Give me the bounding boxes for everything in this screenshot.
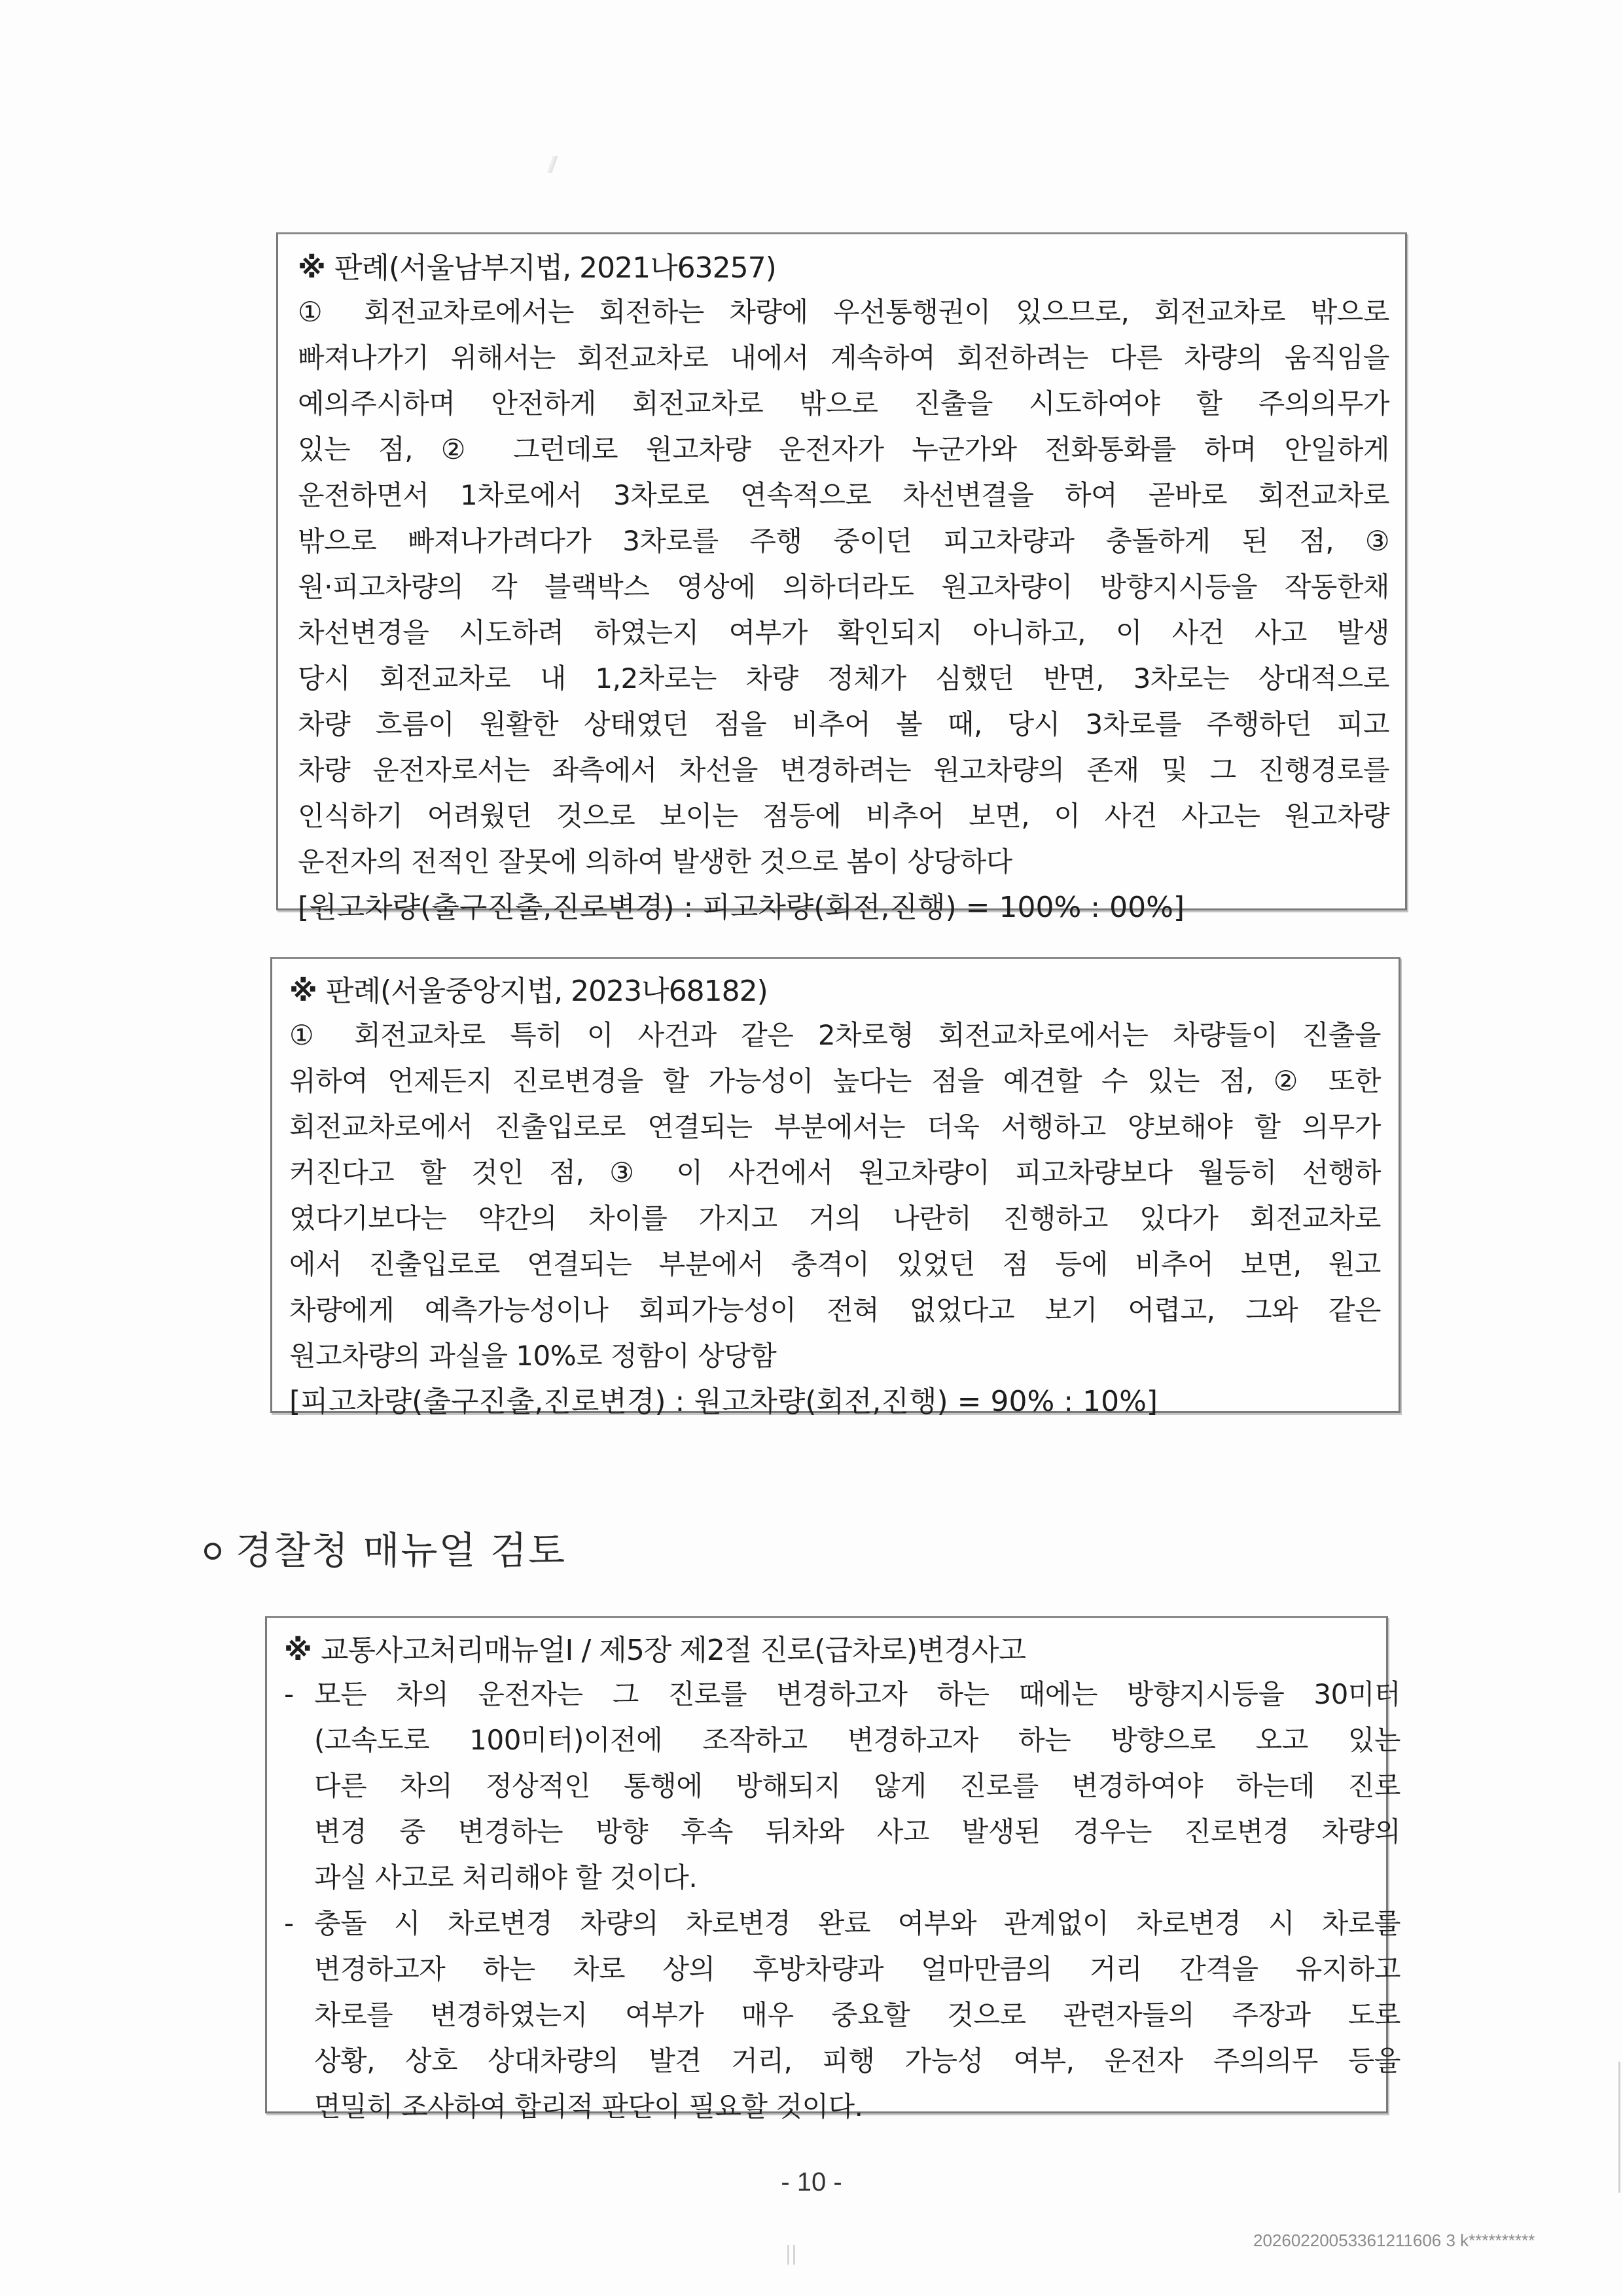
body-line: 면밀히 조사하여 합리적 판단이 필요할 것이다. [314, 2090, 863, 2123]
dash-bullet-icon: - [284, 1907, 294, 1939]
body-line: 변경하고자 하는 차로 상의 후방차량과 얼마만큼의 거리 간격을 유지하고 [314, 1953, 1400, 1985]
page-number: - 10 - [781, 2168, 842, 2197]
manual-item [284, 1901, 1400, 2130]
scan-artifact [546, 156, 558, 173]
case-title-text: 판례(서울중앙지법, 2023나68182) [326, 975, 768, 1008]
body-line: 충돌 시 차로변경 차량의 차로변경 완료 여부와 관계없이 차로변경 시 차로를 [314, 1907, 1400, 1939]
body-line: 커진다고 할 것인 점, ③ 이 사건에서 원고차량이 피고차량보다 월등히 선행하 [289, 1157, 1381, 1189]
case-title-text: 판례(서울남부지법, 2021나63257) [334, 251, 776, 285]
body-line: 운전자의 전적인 잘못에 의하여 발생한 것으로 봄이 상당하다 [298, 846, 1012, 878]
body-line: 차량 운전자로서는 좌측에서 차선을 변경하려는 원고차량의 존재 및 그 진행경로를 [298, 754, 1389, 786]
case-title [289, 971, 1399, 1013]
body-line: ① 회전교차로에서는 회전하는 차량에 우선통행권이 있으므로, 회전교차로 밖으로 [298, 296, 1389, 328]
reference-mark-icon: ※ [289, 975, 317, 1008]
manual-title-text: 교통사고처리매뉴얼Ⅰ / 제5장 제2절 진로(급차로)변경사고 [321, 1634, 1026, 1667]
case-box-seoul-southern-2021 [276, 232, 1407, 924]
body-line: 있는 점, ② 그런데로 원고차량 운전자가 누군가와 전화통화를 하며 안일하게 [298, 433, 1389, 465]
body-line: 운전하면서 1차로에서 3차로로 연속적으로 차선변결을 하여 곧바로 회전교차로 [298, 479, 1390, 511]
body-line: 인식하기 어려웠던 것으로 보이는 점등에 비추어 보면, 이 사건 사고는 원고차량 [298, 800, 1389, 832]
body-line: 차량 흐름이 원활한 상태였던 점을 비추어 볼 때, 당시 3차로를 주행하던 피고 [298, 708, 1389, 740]
manual-item [284, 1672, 1400, 1901]
document-id: 20260220053361211606 3 k********** [1253, 2231, 1535, 2250]
case-body [298, 289, 1389, 885]
body-line: 였다기보다는 약간의 차이를 가지고 거의 나란히 진행하고 있다가 회전교차로 [289, 1202, 1381, 1234]
body-line: 회전교차로에서 진출입로로 연결되는 부분에서는 더욱 서행하고 양보해야 할 의무가 [289, 1111, 1381, 1143]
body-line: 다른 차의 정상적인 통행에 방해되지 않게 진로를 변경하여야 하는데 진로 [314, 1770, 1400, 1802]
manual-box [265, 1616, 1400, 2123]
body-line: 상황, 상호 상대차량의 발견 거리, 피행 가능성 여부, 운전자 주의의무 등을 [314, 2045, 1400, 2077]
manual-title [284, 1630, 1386, 1672]
body-line: 과실 사고로 처리해야 할 것이다. [314, 1861, 698, 1893]
section-heading [204, 1520, 566, 1575]
body-line: 차로를 변경하였는지 여부가 매우 중요할 것으로 관련자들의 주장과 도로 [314, 1999, 1400, 2031]
circle-bullet-icon [204, 1543, 221, 1560]
manual-item-text [314, 1672, 1400, 1901]
dash-bullet-icon: - [284, 1678, 294, 1710]
body-line: 차선변경을 시도하려 하였는지 여부가 확인되지 아니하고, 이 사건 사고 발생 [298, 617, 1389, 649]
body-line: 위하여 언제든지 진로변경을 할 가능성이 높다는 점을 예견할 수 있는 점, ② 또한 [289, 1065, 1381, 1097]
section-heading-text: 경찰청 매뉴얼 검토 [236, 1528, 567, 1573]
manual-item-text [314, 1901, 1400, 2130]
scan-edge-line [1618, 2062, 1620, 2193]
body-line: 에서 진출입로로 연결되는 부분에서 충격이 있었던 점 등에 비추어 보면, 원고 [289, 1248, 1381, 1280]
reference-mark-icon: ※ [298, 251, 325, 285]
body-line: 빠져나가기 위해서는 회전교차로 내에서 계속하여 회전하려는 다른 차량의 움직임을 [298, 342, 1389, 374]
body-line: 당시 회전교차로 내 1,2차로는 차량 정체가 심했던 반면, 3차로는 상대적으로 [298, 662, 1389, 694]
scan-artifact [787, 2245, 795, 2265]
body-line: 원·피고차량의 각 블랙박스 영상에 의하더라도 원고차량이 방향지시등을 작동한채 [298, 571, 1389, 603]
body-line: 차량에게 예측가능성이나 회피가능성이 전혀 없었다고 보기 어렵고, 그와 같은 [289, 1294, 1381, 1326]
case-body [289, 1013, 1381, 1379]
case-box-seoul-central-2023 [270, 957, 1400, 1418]
body-line: ① 회전교차로 특히 이 사건과 같은 2차로형 회전교차로에서는 차량들이 진출을 [289, 1019, 1381, 1051]
body-line: 변경 중 변경하는 방향 후속 뒤차와 사고 발생된 경우는 진로변경 차량의 [314, 1816, 1400, 1848]
case-title [298, 247, 1405, 289]
body-line: (고속도로 100미터)이전에 조작하고 변경하고자 하는 방향으로 오고 있는 [314, 1724, 1400, 1756]
fault-ratio: [원고차량(출구진출,진로변경) : 피고차량(회전,진행) = 100% : 00%] [298, 891, 1185, 924]
reference-mark-icon: ※ [284, 1634, 312, 1667]
body-line: 원고차량의 과실을 10%로 정함이 상당함 [289, 1340, 777, 1372]
body-line: 모든 차의 운전자는 그 진로를 변경하고자 하는 때에는 방향지시등을 30미터 [314, 1678, 1400, 1710]
body-line: 예의주시하며 안전하게 회전교차로 밖으로 진출을 시도하여야 할 주의의무가 [298, 387, 1389, 420]
body-line: 밖으로 빠져나가려다가 3차로를 주행 중이던 피고차량과 충돌하게 된 점, ③ [298, 525, 1389, 557]
fault-ratio: [피고차량(출구진출,진로변경) : 원고차량(회전,진행) = 90% : 10%] [289, 1385, 1158, 1418]
